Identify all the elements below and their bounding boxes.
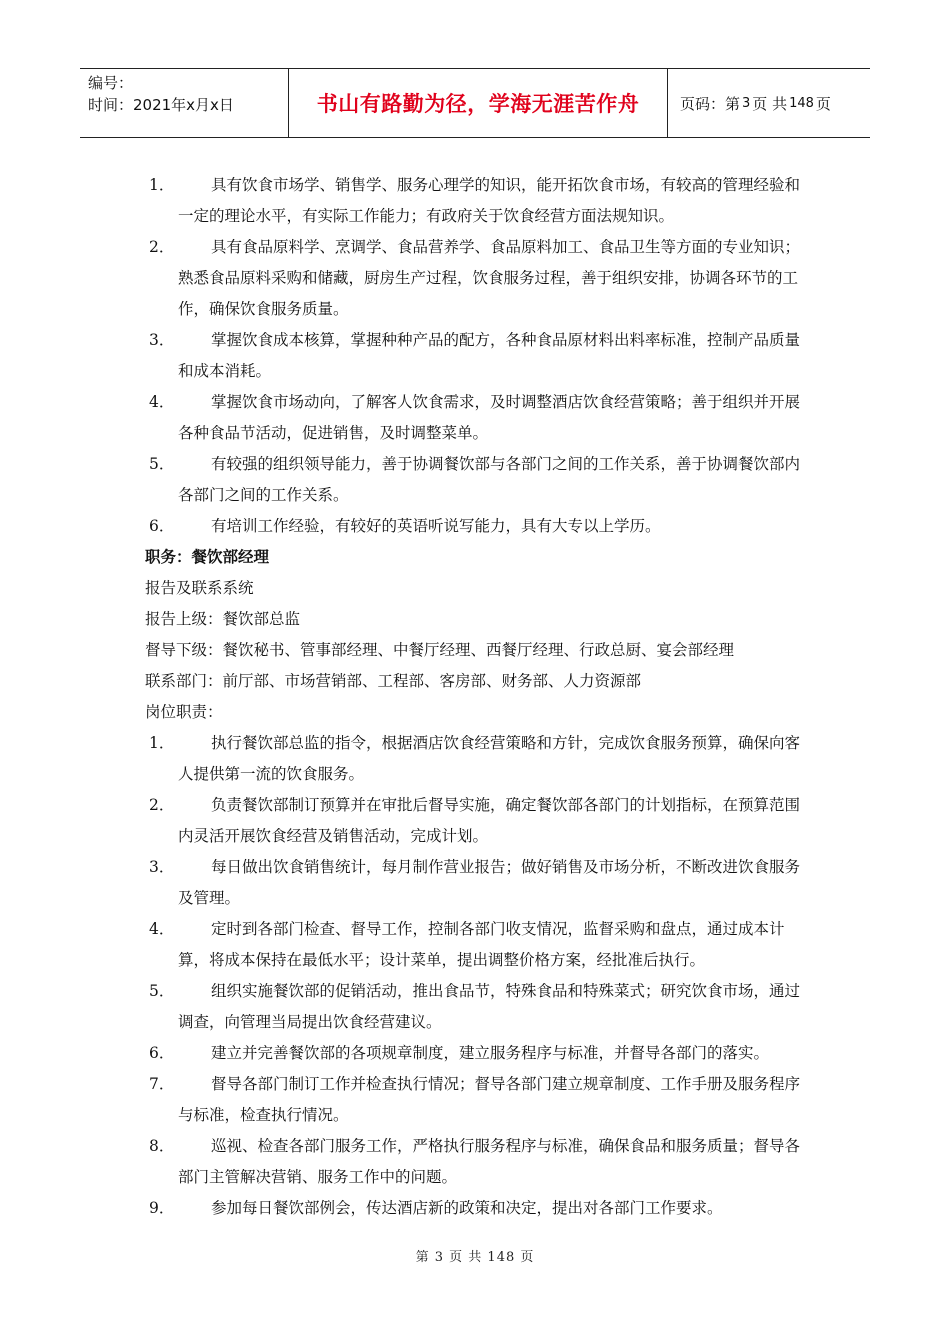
duties-list [145, 728, 815, 1224]
header-page-number [668, 69, 870, 137]
report-system-heading: 报告及联系系统 [145, 579, 254, 597]
requirements-list [145, 170, 815, 542]
list-item: 6． 建立并完善餐饮部的各项规章制度，建立服务程序与标准，并督导各部门的落实。 [149, 1044, 770, 1062]
list-item: 1． 具有饮食市场学、销售学、服务心理学的知识，能开拓饮食市场，有较高的管理经验和一定的理论水平，有实际工作能力；有政府关于饮食经营方面法规知识。 [149, 176, 801, 225]
departments-line: 联系部门：前厅部、市场营销部、工程部、客房部、财务部、人力资源部 [145, 672, 642, 690]
superior-line: 报告上级：餐饮部总监 [145, 610, 301, 628]
page-current: 3 [742, 95, 751, 111]
list-item: 4． 掌握饮食市场动向，了解客人饮食需求，及时调整酒店饮食经营策略；善于组织并开展各种食品节活动，促进销售，及时调整菜单。 [149, 393, 801, 442]
list-item: 4． 定时到各部门检查、督导工作，控制各部门收支情况，监督采购和盘点，通过成本计算，将成本保持在最低水平；设计菜单，提出调整价格方案，经批准后执行。 [149, 920, 785, 969]
list-item: 1． 执行餐饮部总监的指令，根据酒店饮食经营策略和方针，完成饮食服务预算，确保向客人提供第一流的饮食服务。 [149, 734, 801, 783]
list-item: 2． 具有食品原料学、烹调学、食品营养学、食品原料加工、食品卫生等方面的专业知识；熟悉食品原料采购和储藏，厨房生产过程，饮食服务过程，善于组织安排，协调各环节的工作，确保饮食服务质量。 [149, 238, 801, 318]
list-item: 5． 组织实施餐饮部的促销活动，推出食品节，特殊食品和特殊菜式；研究饮食市场，通过调查，向管理当局提出饮食经营建议。 [149, 982, 801, 1031]
list-item: 3． 掌握饮食成本核算，掌握种种产品的配方，各种食品原材料出料率标准，控制产品质量和成本消耗。 [149, 331, 801, 380]
serial-label: 编号： [88, 74, 134, 92]
page-footer: 第 3 页 共 148 页 [415, 1250, 535, 1265]
page-mid: 页 共 [752, 94, 788, 113]
list-item: 9． 参加每日餐饮部例会，传达酒店新的政策和决定，提出对各部门工作要求。 [149, 1199, 723, 1217]
document-body [145, 170, 815, 1224]
list-item: 6． 有培训工作经验，有较好的英语听说写能力，具有大专以上学历。 [149, 517, 661, 535]
duties-label: 岗位职责： [145, 703, 223, 721]
header-meta [80, 69, 288, 137]
header-motto: 书山有路勤为径，学海无涯苦作舟 [288, 69, 668, 137]
page-prefix: 页码：第 [680, 94, 741, 113]
list-item: 3． 每日做出饮食销售统计，每月制作营业报告；做好销售及市场分析，不断改进饮食服务及管理。 [149, 858, 801, 907]
list-item: 5． 有较强的组织领导能力，善于协调餐饮部与各部门之间的工作关系，善于协调餐饮部内各部门之间的工作关系。 [149, 455, 801, 504]
list-item: 8． 巡视、检查各部门服务工作，严格执行服务程序与标准，确保食品和服务质量；督导各部门主管解决营销、服务工作中的问题。 [149, 1137, 801, 1186]
time-label: 时间：2021年x月x日 [88, 96, 234, 114]
subordinates-line: 督导下级：餐饮秘书、管事部经理、中餐厅经理、西餐厅经理、行政总厨、宴会部经理 [145, 641, 735, 659]
page-header [80, 68, 870, 138]
job-title: 职务：餐饮部经理 [145, 548, 270, 566]
page-total: 148 [789, 95, 814, 111]
list-item: 7． 督导各部门制订工作并检查执行情况；督导各部门建立规章制度、工作手册及服务程序与标准，检查执行情况。 [149, 1075, 801, 1124]
page-suffix: 页 [815, 94, 831, 113]
list-item: 2． 负责餐饮部制订预算并在审批后督导实施，确定餐饮部各部门的计划指标，在预算范围内灵活开展饮食经营及销售活动，完成计划。 [149, 796, 801, 845]
